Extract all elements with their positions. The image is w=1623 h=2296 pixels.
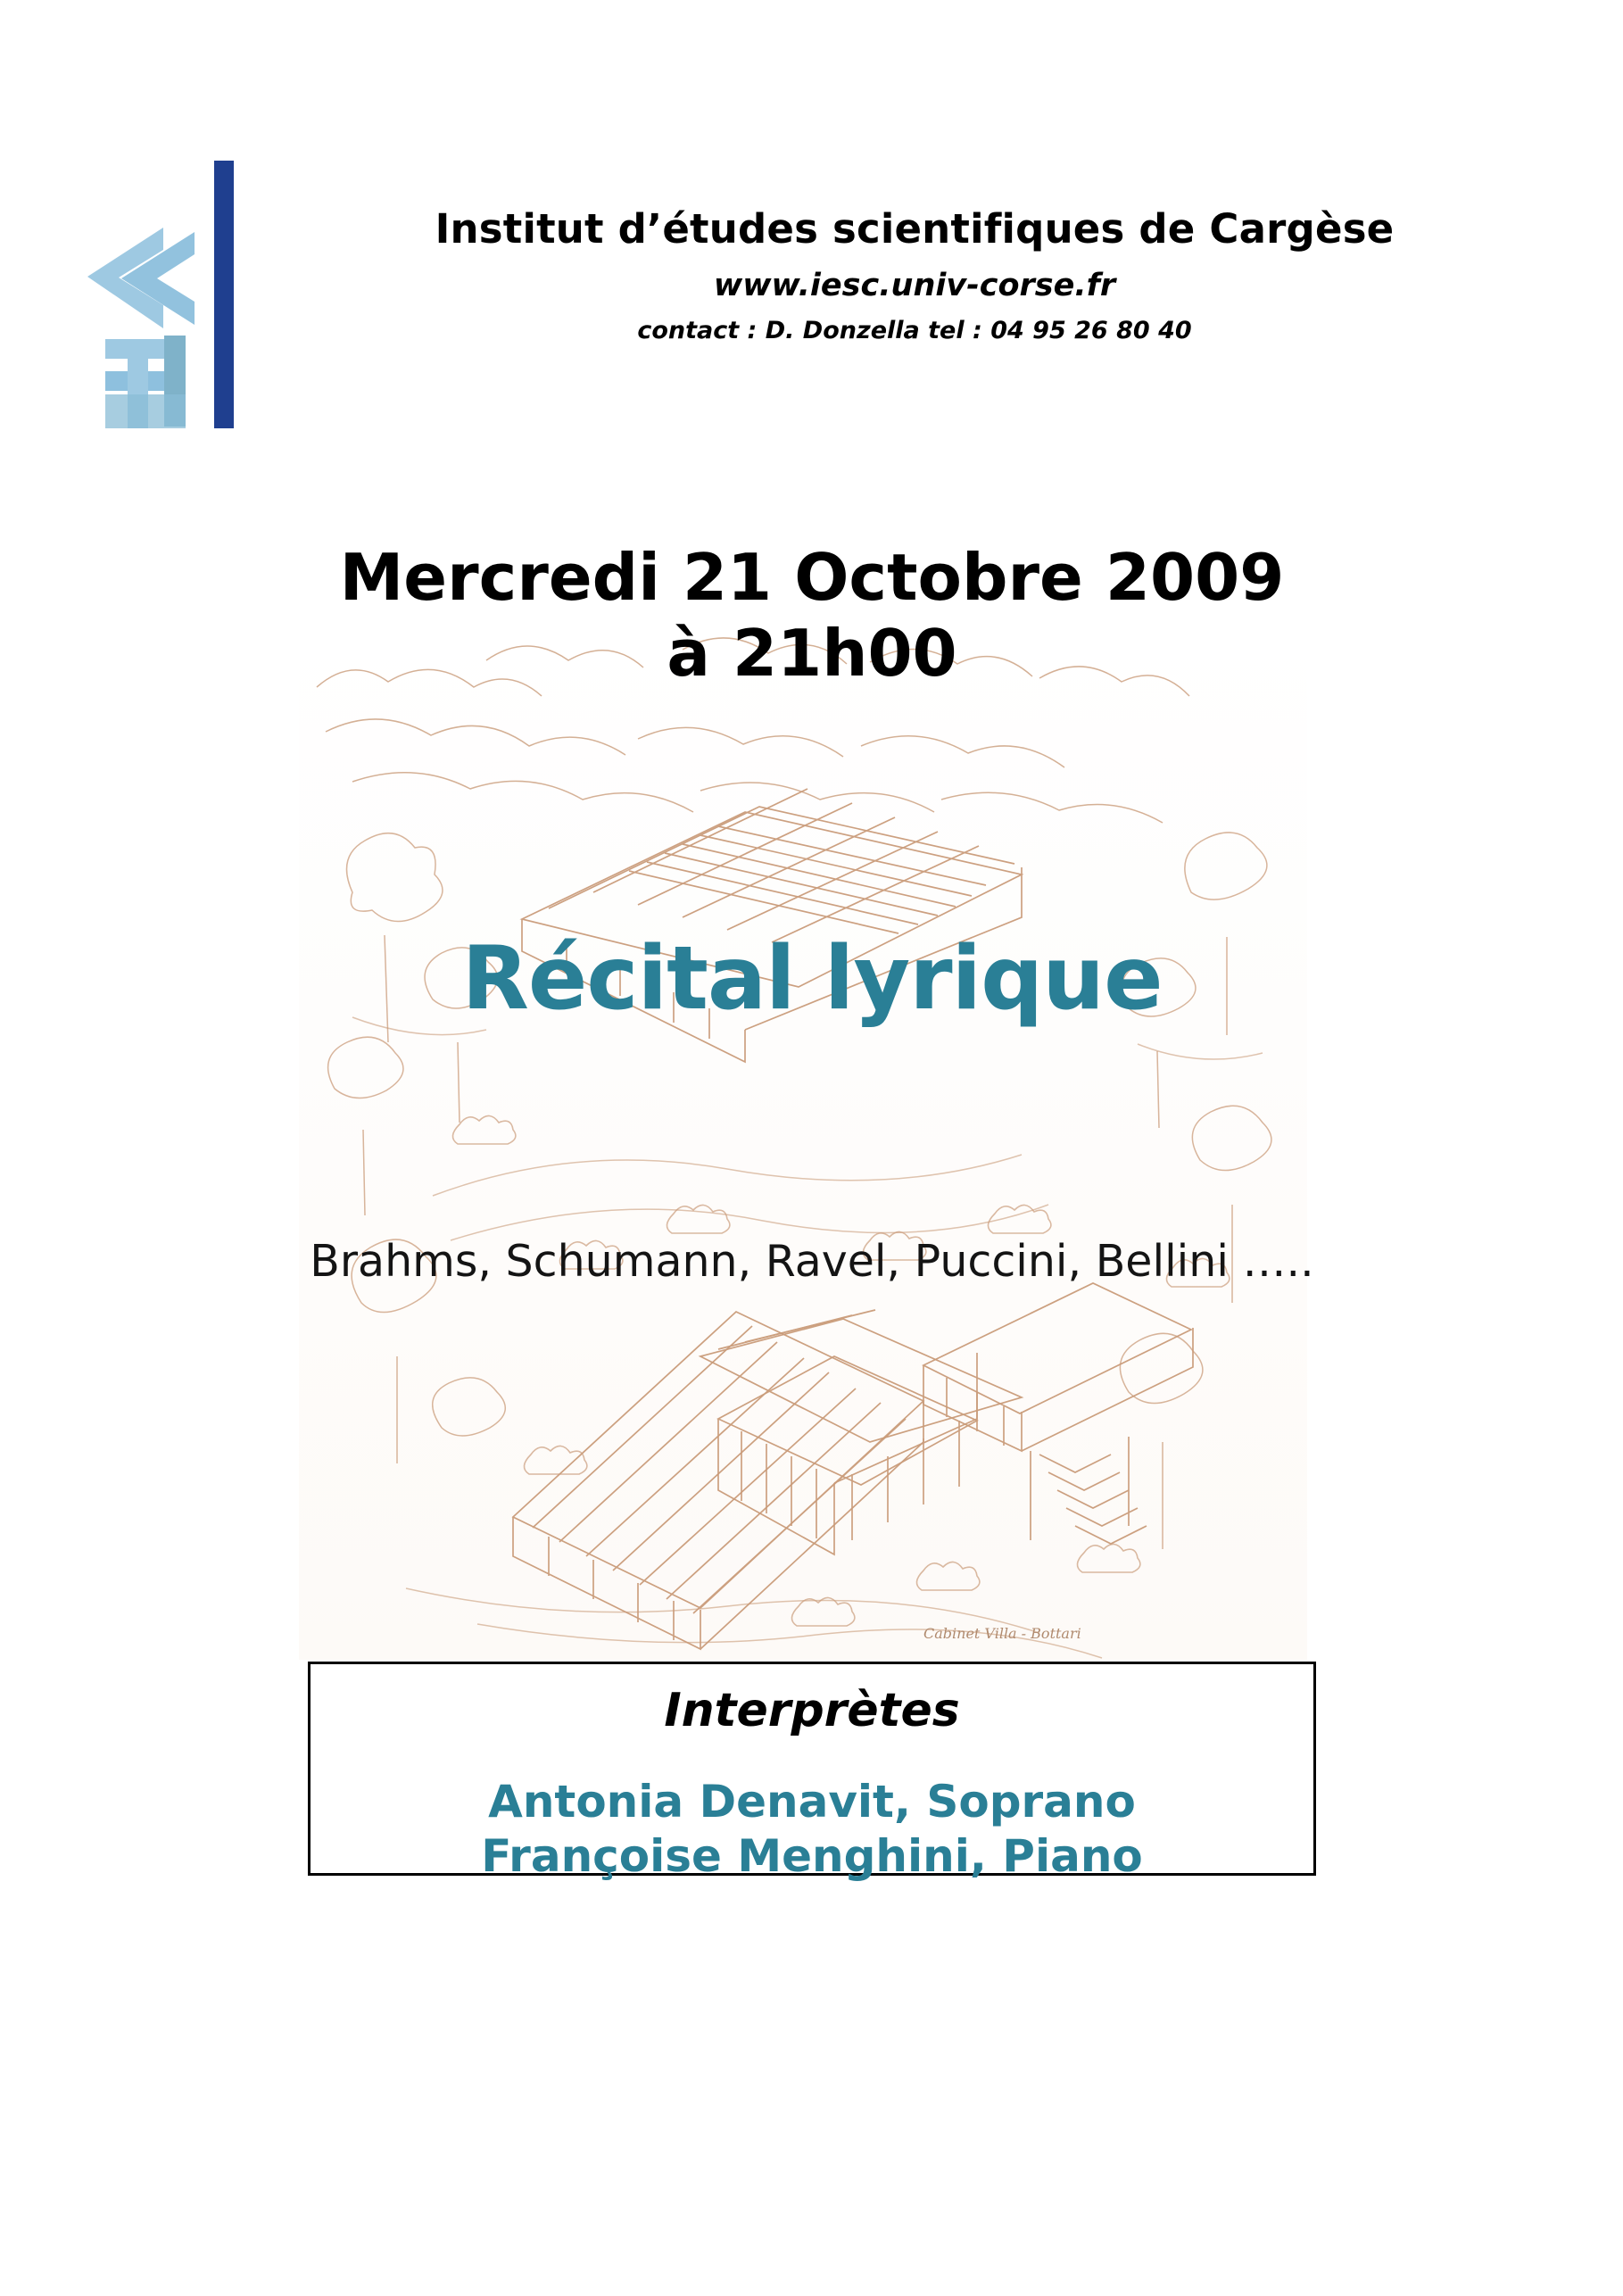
composers-list: Brahms, Schumann, Ravel, Puccini, Bellini …..: [310, 1236, 1314, 1287]
building-sketch-illustration: [299, 625, 1307, 1660]
contact-text: contact : D. Donzella tel : 04 95 26 80 40: [637, 317, 1192, 344]
event-date-line2: à 21h00: [667, 615, 957, 691]
event-title: Récital lyrique: [461, 928, 1163, 1030]
performers-box: [308, 1662, 1316, 1882]
performer-soprano: Antonia Denavit, Soprano: [488, 1776, 1136, 1828]
event-date: [161, 540, 1463, 692]
svg-text:Cabinet Villa - Bottari: Cabinet Villa - Bottari: [923, 1625, 1081, 1642]
performer-piano: Françoise Menghini, Piano: [481, 1830, 1143, 1882]
event-date-line1: Mercredi 21 Octobre 2009: [339, 540, 1285, 615]
website-text: www.iesc.univ-corse.fr: [713, 268, 1116, 303]
page-title: Institut d’études scientifiques de Cargèse: [435, 205, 1395, 253]
iesc-logo: [79, 161, 275, 535]
performers-heading: Interprètes: [664, 1684, 960, 1737]
